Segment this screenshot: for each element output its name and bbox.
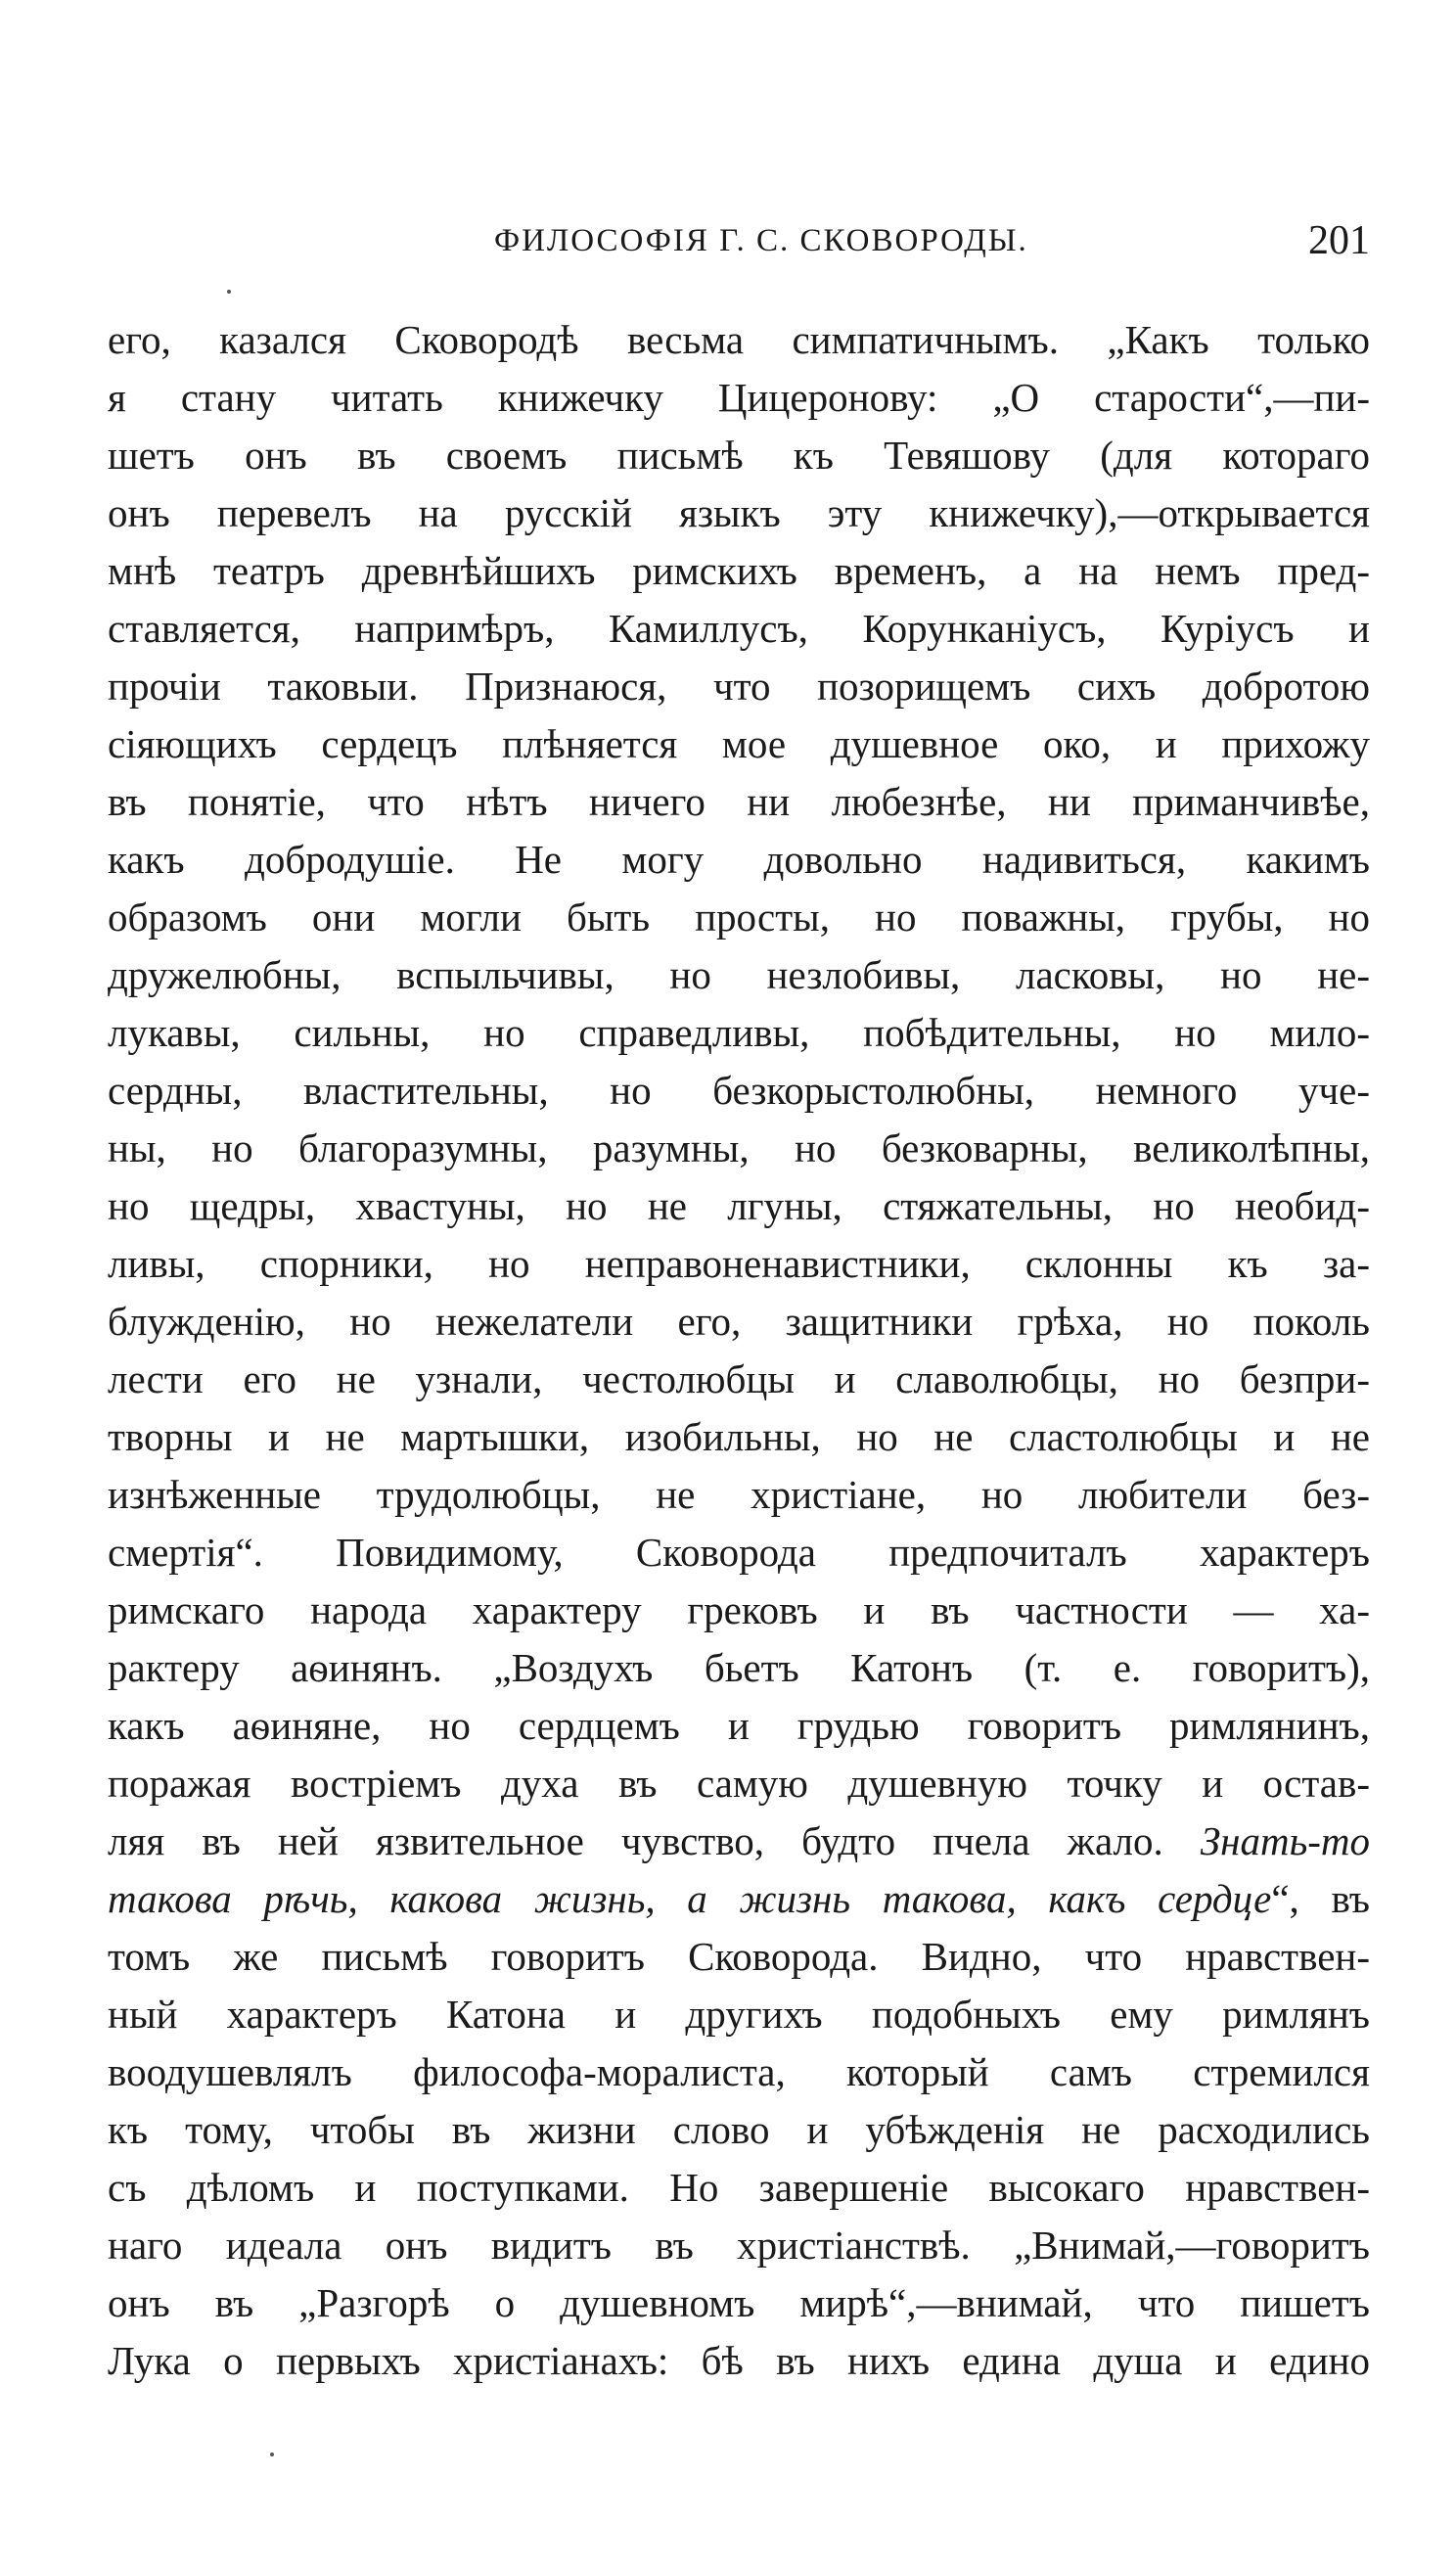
running-title: ФИЛОСОФІЯ Г. С. СКОВОРОДЫ. [494, 223, 1028, 258]
body-text [108, 311, 1370, 2390]
italic-quote: Знать-то [1200, 1818, 1370, 1863]
text-line: лукавы, сильны, но справедливы, побѣдительны, но мило- [108, 1010, 1370, 1055]
text-line: сердны, властительны, но безкорыстолюбны, немного уче- [108, 1068, 1370, 1113]
running-head [108, 218, 1370, 272]
text-line: образомъ они могли быть просты, но поважны, грубы, но [108, 894, 1370, 940]
text-line: шетъ онъ въ своемъ письмѣ къ Тевяшову (для котораго [108, 433, 1370, 478]
print-speck [270, 2453, 274, 2456]
text-line: римскаго народа характеру грековъ и въ частности — ха- [108, 1587, 1370, 1632]
text-line: творны и не мартышки, изобильны, но не сластолюбцы и не [108, 1414, 1370, 1459]
text-line: но щедры, хвастуны, но не лгуны, стяжательны, но необид- [108, 1183, 1370, 1228]
text-line: ный характеръ Катона и другихъ подобныхъ ему римлянъ [108, 1992, 1370, 2037]
text-segment: ляя въ ней язвительное чувство, будто пчела жало. [108, 1818, 1201, 1863]
text-line: воодушевлялъ философа-моралиста, который самъ стремился [108, 2049, 1370, 2094]
text-line: сіяющихъ сердецъ плѣняется мое душевное око, и прихожу [108, 721, 1370, 766]
text-line: мнѣ театръ древнѣйшихъ римскихъ временъ, а на немъ пред- [108, 548, 1370, 593]
text-line: прочіи таковыи. Признаюся, что позорищемъ сихъ добротою [108, 664, 1370, 709]
text-line: съ дѣломъ и поступками. Но завершеніе высокаго нравствен- [108, 2165, 1370, 2210]
text-line: томъ же письмѣ говоритъ Сковорода. Видно, что нравствен- [108, 1934, 1370, 1979]
text-line: въ понятіе, что нѣтъ ничего ни любезнѣе, ни приманчивѣе, [108, 779, 1370, 824]
text-line: наго идеала онъ видитъ въ христіанствѣ. „Внимай,—говоритъ [108, 2223, 1370, 2268]
text-line: я стану читать книжечку Цицеронову: „О старости“,—пи- [108, 375, 1370, 420]
print-speck [227, 290, 231, 294]
text-line: поражая востріемъ духа въ самую душевную точку и остав- [108, 1761, 1370, 1806]
text-line: ливы, спорники, но неправоненавистники, склонны къ за- [108, 1241, 1370, 1286]
text-line-mixed [108, 1870, 1370, 1928]
text-segment: “, въ [1271, 1876, 1370, 1921]
text-line: онъ перевелъ на русскій языкъ эту книжечку),—открывается [108, 490, 1370, 535]
text-line: лести его не узнали, честолюбцы и славолюбцы, но безпри- [108, 1356, 1370, 1401]
text-line-mixed [108, 1812, 1370, 1870]
italic-quote: такова рѣчь, какова жизнь, а жизнь такова, какъ сердце [108, 1876, 1272, 1921]
text-line: Лука о первыхъ христіанахъ: бѣ въ нихъ едина душа и едино [108, 2338, 1370, 2383]
text-line: ны, но благоразумны, разумны, но безковарны, великолѣпны, [108, 1125, 1370, 1170]
page-number: 201 [1308, 218, 1370, 263]
text-line: какъ аѳиняне, но сердцемъ и грудью говоритъ римлянинъ, [108, 1703, 1370, 1748]
text-line: смертія“. Повидимому, Сковорода предпочиталъ характеръ [108, 1530, 1370, 1575]
text-line: рактеру аѳинянъ. „Воздухъ бьетъ Катонъ (т. е. говоритъ), [108, 1645, 1370, 1690]
text-line: блужденію, но нежелатели его, защитники грѣха, но поколь [108, 1299, 1370, 1344]
text-line: ставляется, напримѣръ, Камиллусъ, Корунканіусъ, Куріусъ и [108, 606, 1370, 651]
text-line: къ тому, чтобы въ жизни слово и убѣжденія не расходились [108, 2107, 1370, 2152]
text-line: какъ добродушіе. Не могу довольно надивиться, какимъ [108, 837, 1370, 882]
text-line: его, казался Сковородѣ весьма симпатичнымъ. „Какъ только [108, 317, 1370, 362]
text-line: изнѣженные трудолюбцы, не христіане, но любители без- [108, 1472, 1370, 1517]
text-line: онъ въ „Разгорѣ о душевномъ мирѣ“,—внимай, что пишетъ [108, 2280, 1370, 2325]
text-line: дружелюбны, вспыльчивы, но незлобивы, ласковы, но не- [108, 952, 1370, 997]
